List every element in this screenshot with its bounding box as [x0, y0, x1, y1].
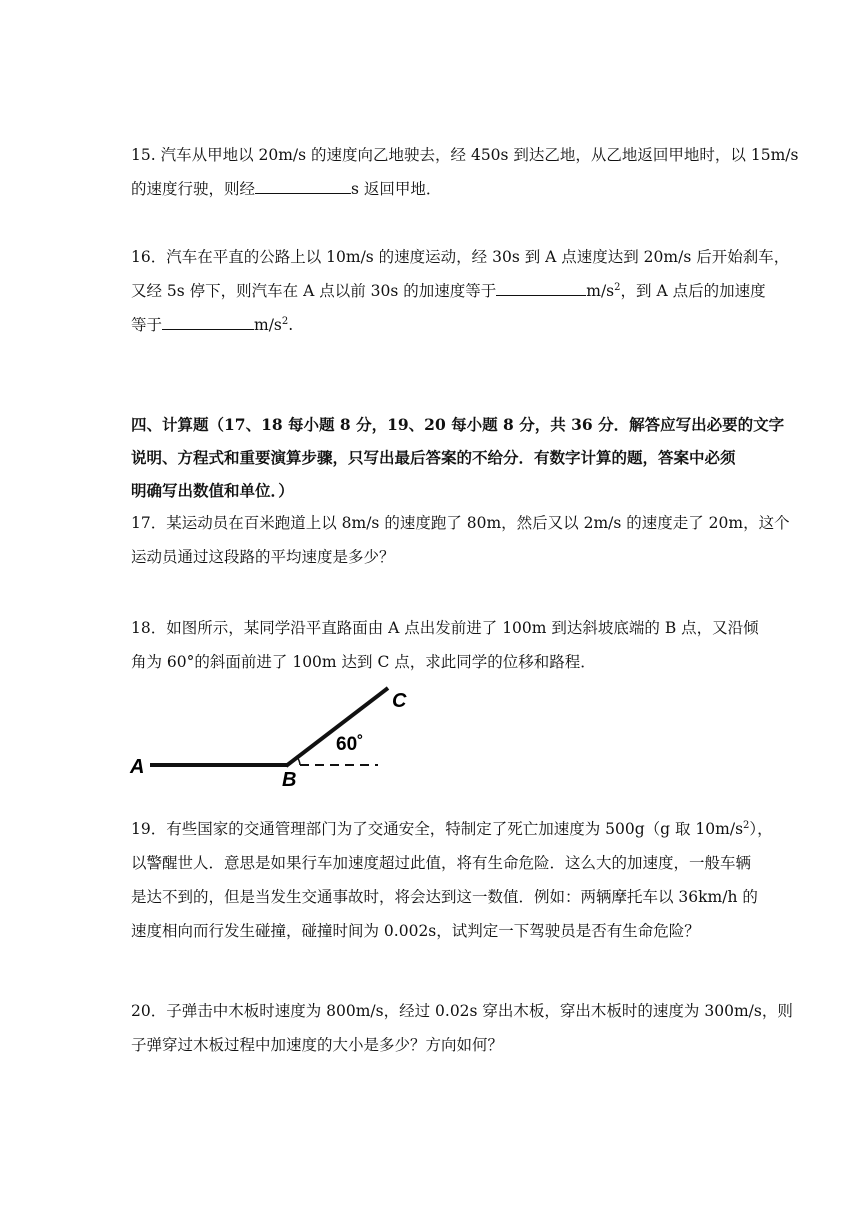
q16-line-3: 等于 $m/s^2$. [131, 308, 741, 342]
q17-line-2: 运动员通过这段路的平均速度是多少？ [131, 548, 395, 566]
q15-answer-blank [255, 175, 351, 194]
label-b: B [282, 769, 297, 788]
question-19 [131, 812, 773, 948]
label-c: C [392, 690, 407, 712]
q16-line-2: 又经 5s 停下，则汽车在 A 点以前 30s 的加速度等于 $m/s^2$，到 A 点后的加速度 [131, 274, 741, 308]
question-15 [131, 138, 799, 206]
section-4-line-1: 四、计算题（17、18 每小题 8 分，19、20 每小题 8 分，共 36 分．解答应写出必要的文字 [131, 415, 785, 434]
q20-line-2: 子弹穿过木板过程中加速度的大小是多少？方向如何？ [131, 1036, 504, 1054]
label-a: A [130, 756, 145, 778]
q18-line-1: 18．如图所示，某同学沿平直路面由 A 点出发前进了 100m 到达斜坡底端的 B 点，又沿倾 [131, 619, 759, 637]
section-4-line-2: 说明、方程式和重要演算步骤，只写出最后答案的不给分．有数字计算的题，答案中必须 [131, 448, 736, 467]
q15-line-2: 的速度行驶，则经 s 返回甲地． [131, 172, 741, 206]
q17-line-1: 17．某运动员在百米跑道上以 8m/s 的速度跑了 80m，然后又以 2m/s 的速度走了 20m，这个 [131, 514, 790, 532]
q18-line-2: 角为 60°的斜面前进了 100m 达到 C 点，求此同学的位移和路程． [131, 653, 596, 671]
q16-line-1: 16．汽车在平直的公路上以 10m/s 的速度运动，经 30s 到 A 点速度达到 20m/s 后开始刹车， [131, 248, 790, 266]
q19-line-2: 以警醒世人．意思是如果行车加速度超过此值，将有生命危险．这么大的加速度，一般车辆 [131, 854, 752, 872]
angle-label: 60˚ [336, 734, 364, 755]
section-4-heading [131, 408, 785, 507]
q19-line-4: 速度相向而行发生碰撞，碰撞时间为 0.002s，试判定一下驾驶员是否有生命危险？ [131, 922, 700, 940]
q20-line-1: 20．子弹击中木板时速度为 800m/s，经过 0.02s 穿出木板，穿出木板时的速度为 300m/s，则 [131, 1002, 793, 1020]
section-4-line-3: 明确写出数值和单位．） [131, 481, 294, 500]
q19-line-3: 是达不到的，但是当发生交通事故时，将会达到这一数值．例如：两辆摩托车以 36km/h 的 [131, 888, 758, 906]
q15-line-1: 15. 汽车从甲地以 20m/s 的速度向乙地驶去，经 450s 到达乙地，从乙地返回甲地时，以 15m/s [131, 146, 799, 164]
slope-figure [128, 683, 413, 788]
question-16 [131, 240, 790, 342]
question-17 [131, 506, 790, 574]
q16-answer-blank-1 [496, 277, 586, 296]
q19-line-1: 19．有些国家的交通管理部门为了交通安全，特制定了死亡加速度为 500g（g 取 $10m/s^2$）， [131, 819, 773, 838]
q16-answer-blank-2 [162, 311, 254, 330]
question-20 [131, 994, 793, 1062]
question-18 [131, 611, 759, 679]
